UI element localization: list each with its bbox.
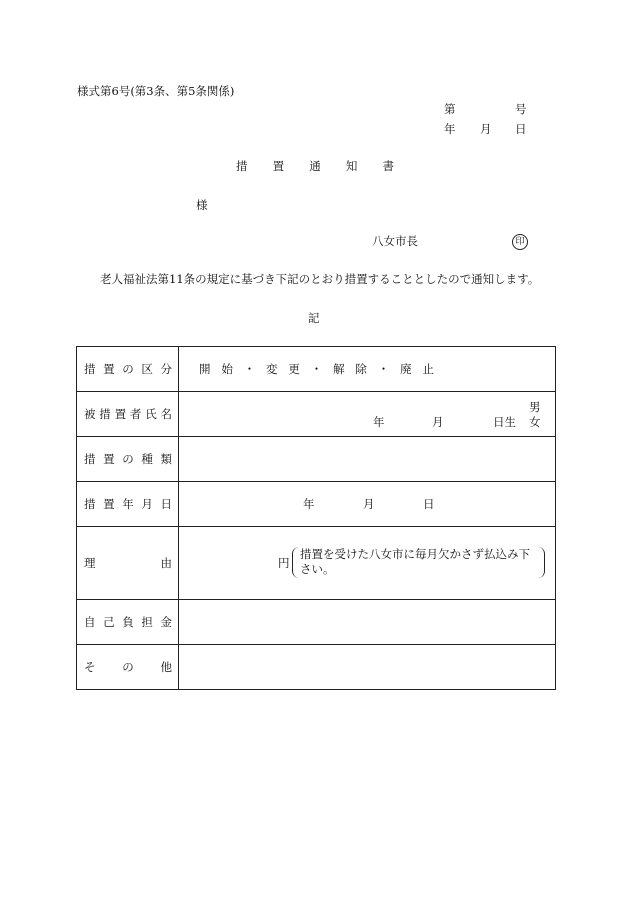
label-char: 類 (160, 452, 172, 466)
option-char: 開 (199, 362, 211, 376)
other-cell[interactable] (179, 645, 556, 690)
measure-table (76, 346, 556, 690)
birth-day-label: 日生 (493, 415, 516, 429)
gender-male[interactable]: 男 (529, 400, 541, 414)
option-char: 除 (355, 362, 367, 376)
label-char: 区 (141, 362, 153, 376)
title-char: 措 (236, 159, 248, 173)
label-char: 氏 (145, 407, 157, 421)
label-char: の (122, 452, 134, 466)
title-char: 知 (345, 159, 358, 173)
ki-heading: 記 (308, 311, 320, 325)
body-text: 老人福祉法第11条の規定に基づき下記のとおり措置することとしたので通知します。 (100, 272, 540, 286)
table-row (77, 600, 556, 645)
table-row (77, 392, 556, 437)
form-label: 様式第6号(第3条、第5条関係) (77, 84, 235, 98)
label-char: 自 (84, 615, 96, 629)
row-label-other (77, 645, 179, 690)
row-label-copay (77, 600, 179, 645)
label-char: 措 (84, 362, 96, 376)
label-char: 置 (114, 407, 127, 421)
label-char: 置 (103, 362, 115, 376)
title-char: 書 (382, 159, 394, 173)
label-char: 措 (84, 452, 96, 466)
label-char: 措 (84, 497, 96, 511)
row-label-reason (77, 527, 179, 600)
option-char: 変 (266, 362, 278, 376)
label-char: 被 (84, 407, 96, 421)
issuer-name: 八女市長 (372, 234, 418, 248)
label-char: 名 (160, 407, 172, 421)
doc-date-day: 日 (515, 122, 527, 136)
copay-cell[interactable] (179, 600, 556, 645)
measure-type-cell[interactable] (179, 437, 556, 482)
doc-date-month: 月 (480, 122, 492, 136)
label-char: 日 (160, 497, 172, 511)
table-row (77, 347, 556, 392)
table-row (77, 527, 556, 600)
doc-number-go: 号 (515, 102, 527, 116)
document-title (236, 161, 394, 173)
option-char: 止 (422, 362, 434, 376)
label-char: 年 (122, 497, 134, 511)
option-char: 更 (288, 362, 300, 376)
person-info-cell[interactable] (179, 392, 556, 437)
reason-cell[interactable] (179, 527, 556, 600)
measure-year-label: 年 (303, 497, 315, 511)
table-row (77, 437, 556, 482)
table-row (77, 482, 556, 527)
option-separator: ・ (377, 362, 390, 376)
birth-month-label: 月 (432, 415, 444, 429)
birth-year-label: 年 (373, 415, 385, 429)
option-separator: ・ (243, 362, 256, 376)
option-char: 廃 (400, 362, 412, 376)
yen-label: 円 (278, 556, 290, 570)
label-char: 月 (141, 497, 153, 511)
label-char: そ (84, 660, 96, 674)
label-char: 種 (141, 452, 153, 466)
measure-date-cell[interactable] (179, 482, 556, 527)
seal-stamp: 印 (512, 234, 528, 250)
gender-female[interactable]: 女 (529, 415, 541, 429)
label-char: の (122, 362, 134, 376)
label-char: 金 (160, 615, 172, 629)
table-row (77, 645, 556, 690)
label-char: 負 (122, 615, 134, 629)
label-char: 担 (141, 615, 153, 629)
doc-date-year: 年 (444, 122, 456, 136)
category-options (199, 361, 434, 377)
category-options-cell[interactable] (179, 347, 556, 392)
label-char: 他 (160, 660, 172, 674)
title-char: 置 (272, 159, 285, 173)
label-char: 己 (103, 615, 115, 629)
payment-note: 措置を受けた八女市に毎月欠かさず払込み下さい。 (292, 547, 545, 578)
option-char: 始 (221, 362, 233, 376)
row-label-type (77, 437, 179, 482)
row-label-person (77, 392, 179, 437)
row-label-category (77, 347, 179, 392)
label-char: 由 (160, 556, 172, 570)
option-char: 解 (333, 362, 345, 376)
label-char: 措 (99, 407, 111, 421)
row-label-date (77, 482, 179, 527)
measure-day-label: 日 (423, 497, 435, 511)
addressee-suffix: 様 (196, 198, 208, 212)
option-separator: ・ (310, 362, 323, 376)
label-char: 分 (160, 362, 172, 376)
measure-month-label: 月 (363, 497, 375, 511)
label-char: 置 (103, 497, 115, 511)
doc-number-dai: 第 (444, 102, 456, 116)
title-char: 通 (309, 159, 321, 173)
label-char: 者 (129, 407, 142, 421)
label-char: 理 (84, 556, 96, 570)
label-char: 置 (103, 452, 115, 466)
label-char: の (122, 660, 134, 674)
